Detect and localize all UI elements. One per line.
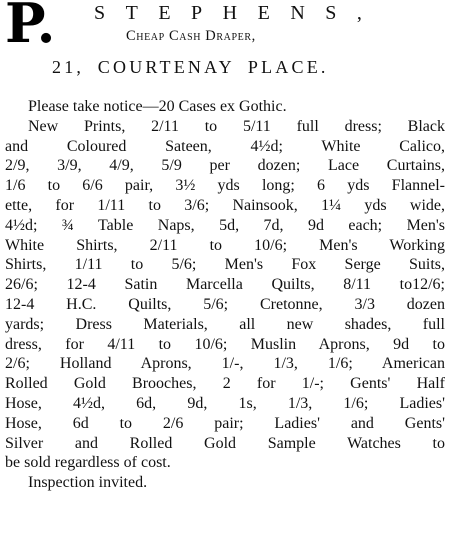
text-line: Silver and Rolled Gold Sample Watches to [5,434,445,452]
text-line: ette, for 1/11 to 3/6; Nainsook, 1¼ yds wide, [5,196,445,214]
text-line: and Coloured Sateen, 4½d; White Calico, [5,137,445,155]
text-line: Shirts, 1/11 to 5/6; Men's Fox Serge Suits, [5,256,445,274]
text-line: 12-4 H.C. Quilts, 5/6; Cretonne, 3/3 dozen [5,295,445,313]
merchant-surname: STEPHENS, [94,2,383,24]
text-line: 1/6 to 6/6 pair, 3½ yds long; 6 yds Flannel- [5,177,445,195]
text-line: 4½d; ¾ Table Naps, 5d, 7d, 9d each; Men's [5,216,445,234]
text-line: Rolled Gold Brooches, 2 for 1/-; Gents' Half [5,375,445,393]
text-line: New Prints, 2/11 to 5/11 full dress; Black [28,117,445,135]
text-line: Hose, 4½d, 6d, 9d, 1s, 1/3, 1/6; Ladies' [5,394,445,412]
text-line: 2/9, 3/9, 4/9, 5/9 per dozen; Lace Curtains, [5,157,445,175]
drop-initial: P. [5,0,56,55]
text-line: 26/6; 12-4 Satin Marcella Quilts, 8/11 to12/6; [5,276,445,294]
text-line: White Shirts, 2/11 to 10/6; Men's Working [5,236,445,254]
trade-description: Cheap Cash Draper, [126,28,256,44]
closing-line: Inspection invited. [28,474,148,492]
text-line: Hose, 6d to 2/6 pair; Ladies' and Gents' [5,414,445,432]
advertisement-body [5,97,445,493]
text-line: dress, for 4/11 to 10/6; Muslin Aprons, 9d to [5,335,445,353]
text-line: 2/6; Holland Aprons, 1/-, 1/3, 1/6; American [5,355,445,373]
text-line: yards; Dress Materials, all new shades, full [5,315,445,333]
text-line: be sold regardless of cost. [5,454,171,472]
notice-line: Please take notice—20 Cases ex Gothic. [28,98,287,115]
shop-address: 21, COURTENAY PLACE. [52,57,329,77]
